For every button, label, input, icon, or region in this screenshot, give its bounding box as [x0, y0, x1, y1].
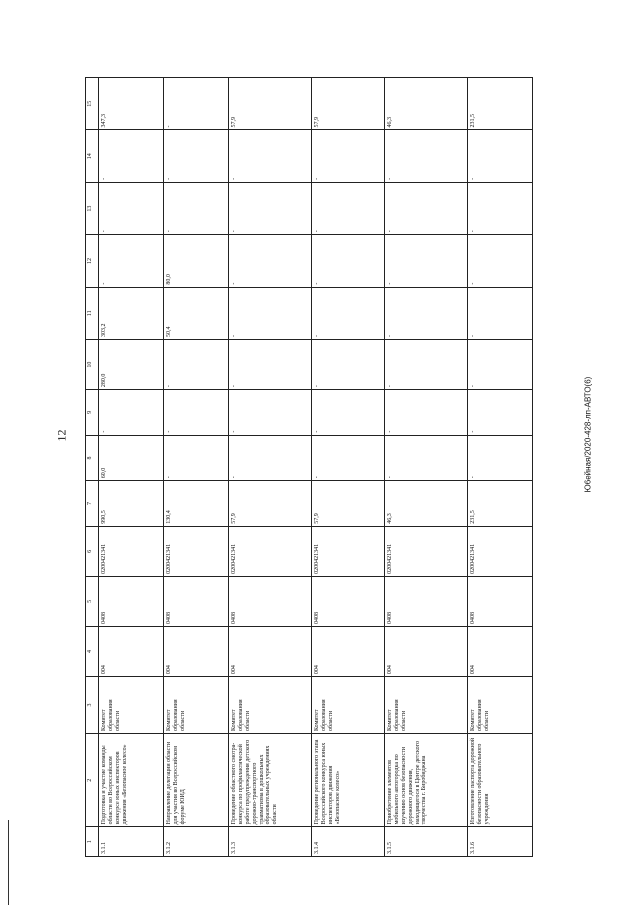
table-cell: -	[99, 235, 164, 287]
table-cell: -	[164, 435, 229, 481]
table-cell: 0408	[312, 576, 385, 626]
table-cell: -	[164, 182, 229, 234]
table-cell: -	[312, 390, 385, 436]
table-cell: 231,5	[468, 481, 533, 527]
table-cell: -	[99, 390, 164, 436]
table-cell: -	[164, 390, 229, 436]
table-cell: -	[229, 435, 312, 481]
table-cell: 3.1.1	[99, 827, 164, 857]
table-cell: Направление делегации области для участия во Всероссийском форуме ЮИД	[164, 734, 229, 827]
table-cell: 130,4	[164, 481, 229, 527]
column-header: 8	[86, 435, 99, 481]
table-cell: -	[312, 435, 385, 481]
table-cell: -	[468, 390, 533, 436]
table-cell: -	[312, 340, 385, 390]
table-cell: 347,3	[99, 78, 164, 131]
table-cell: Проведение областного смотра-конкурса по профилактической работе предупреждения детского дорожно-транспортного травматизма в дошкольных образовательных учреждениях области	[229, 734, 312, 827]
table-header-row	[86, 78, 99, 857]
table-cell: 0408	[164, 576, 229, 626]
table-row	[164, 78, 229, 857]
table-cell: 60,0	[99, 435, 164, 481]
column-header: 5	[86, 576, 99, 626]
table-cell: -	[468, 235, 533, 287]
table-cell: 0200421341	[312, 526, 385, 576]
rotated-table	[85, 77, 585, 857]
table-cell: 280,0	[99, 340, 164, 390]
table-cell: 0408	[385, 576, 468, 626]
table-cell: -	[385, 235, 468, 287]
table-cell: 004	[229, 626, 312, 676]
table-cell: 50,4	[164, 287, 229, 339]
table-cell: 004	[385, 626, 468, 676]
table-row	[229, 78, 312, 857]
table-cell: -	[312, 287, 385, 339]
column-header: 6	[86, 526, 99, 576]
table-cell: 004	[164, 626, 229, 676]
table-cell: 57,9	[229, 78, 312, 131]
table-row	[385, 78, 468, 857]
table-row	[99, 78, 164, 857]
table-cell: -	[385, 182, 468, 234]
table-cell: 57,9	[312, 481, 385, 527]
table-cell: 004	[312, 626, 385, 676]
table-cell: -	[99, 182, 164, 234]
table-cell: Комитет образования области	[99, 677, 164, 734]
page-number: 12	[54, 429, 69, 442]
left-margin-line	[8, 820, 9, 905]
table-cell: 3.1.3	[229, 827, 312, 857]
table-cell: -	[385, 130, 468, 182]
table-cell: 990,5	[99, 481, 164, 527]
table-cell: 0408	[468, 576, 533, 626]
table-cell: 46,3	[385, 78, 468, 131]
table-cell: Комитет образования области	[385, 677, 468, 734]
document-code: Ю6ейная/2020-428-лп-АВТО(6)	[583, 376, 593, 493]
column-header: 11	[86, 287, 99, 339]
table-row	[312, 78, 385, 857]
table-cell: Приобретение элементов мобильного автогородка по изучению основ безопасности дорожного движения, находящегося в Центре детского творчества г. Биробиджана	[385, 734, 468, 827]
table-cell: 004	[99, 626, 164, 676]
table-cell: 004	[468, 626, 533, 676]
column-header: 7	[86, 481, 99, 527]
column-header: 9	[86, 390, 99, 436]
table-cell: -	[229, 130, 312, 182]
column-header: 2	[86, 734, 99, 827]
column-header: 4	[86, 626, 99, 676]
table-cell: -	[468, 287, 533, 339]
table-cell: 0200421341	[468, 526, 533, 576]
column-header: 15	[86, 78, 99, 131]
column-header: 10	[86, 340, 99, 390]
table-cell: 231,5	[468, 78, 533, 131]
table-cell: 0200421341	[99, 526, 164, 576]
table-cell: 0408	[229, 576, 312, 626]
table-cell: 3.1.2	[164, 827, 229, 857]
table-cell: Комитет образования области	[468, 677, 533, 734]
table-cell: -	[164, 130, 229, 182]
table-cell: -	[229, 287, 312, 339]
table-cell: -	[312, 182, 385, 234]
column-header: 1	[86, 827, 99, 857]
table-cell: Подготовка и участие команды области во Всероссийском конкурсе юных инспекторов движения «Безопасное колесо»	[99, 734, 164, 827]
table-cell: 0408	[99, 576, 164, 626]
table-cell: -	[385, 287, 468, 339]
table-cell: Комитет образования области	[229, 677, 312, 734]
table-cell: -	[468, 340, 533, 390]
table-cell: 46,3	[385, 481, 468, 527]
table-cell: -	[312, 130, 385, 182]
table-cell: -	[164, 340, 229, 390]
table-cell: 80,0	[164, 235, 229, 287]
table-cell: 303,2	[99, 287, 164, 339]
table-cell: 57,9	[229, 481, 312, 527]
table-cell: 0200421341	[385, 526, 468, 576]
table-cell: -	[385, 435, 468, 481]
table-cell: 3.1.5	[385, 827, 468, 857]
table-cell: -	[229, 182, 312, 234]
column-header: 3	[86, 677, 99, 734]
table-cell: Комитет образования области	[164, 677, 229, 734]
table-cell: -	[385, 390, 468, 436]
column-header: 14	[86, 130, 99, 182]
table-cell: 3.1.6	[468, 827, 533, 857]
table-cell: -	[99, 130, 164, 182]
table-cell: Комитет образования области	[312, 677, 385, 734]
budget-table	[85, 77, 533, 857]
table-cell: -	[229, 390, 312, 436]
table-row	[468, 78, 533, 857]
column-header: 12	[86, 235, 99, 287]
table-cell: -	[468, 130, 533, 182]
table-cell: Изготовление паспорта дорожной безопасности образовательного учреждения	[468, 734, 533, 827]
table-cell: -	[468, 182, 533, 234]
table-cell: Проведение регионального этапа Всероссийского конкурса юных инспекторов движения «Безопасное колесо»	[312, 734, 385, 827]
table-cell: -	[229, 340, 312, 390]
table-cell: 0200421341	[164, 526, 229, 576]
table-cell: 0200421341	[229, 526, 312, 576]
table-cell: -	[468, 435, 533, 481]
column-header: 13	[86, 182, 99, 234]
table-cell: -	[385, 340, 468, 390]
table-cell: -	[164, 78, 229, 131]
table-cell: -	[312, 235, 385, 287]
table-cell: 57,9	[312, 78, 385, 131]
table-cell: -	[229, 235, 312, 287]
table-cell: 3.1.4	[312, 827, 385, 857]
